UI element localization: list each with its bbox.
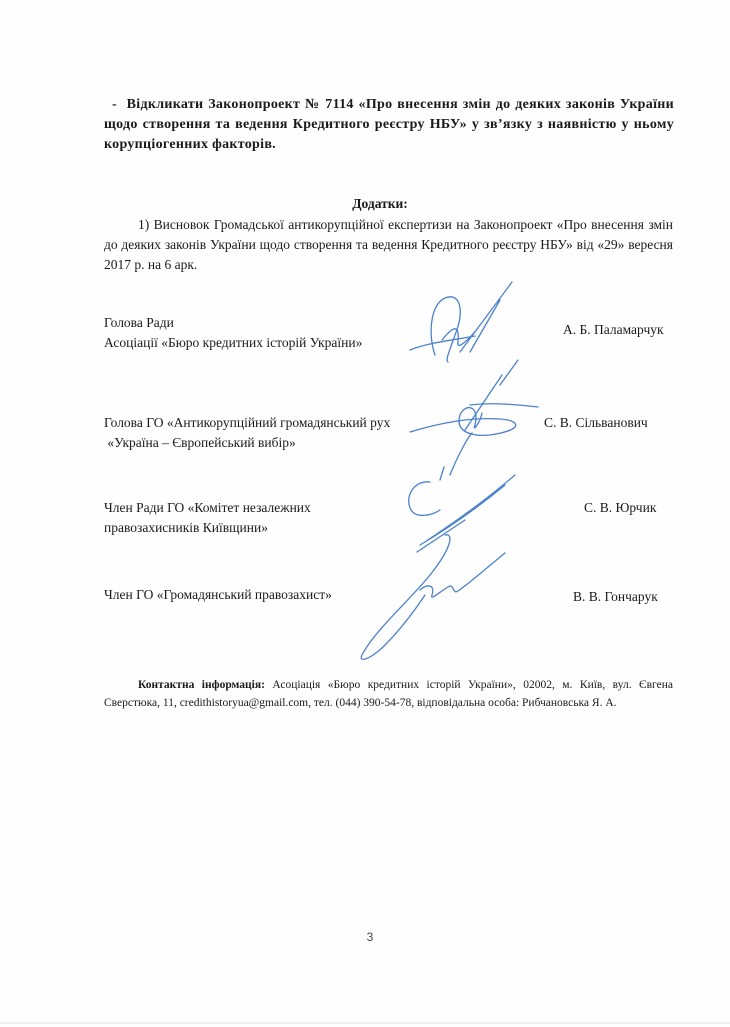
signatory-role [104,413,390,453]
annex-item [104,215,673,275]
role-line: Голова ГО «Антикорупційний громадянський рух [104,415,391,430]
scan-edge-divider [0,1022,730,1024]
page-number: 3 [366,930,374,944]
role-line: Член Ради ГО «Комітет незалежних [104,500,311,515]
contact-info [104,676,673,712]
role-line: Голова Ради [104,315,174,330]
signatory-name: С. В. Сільванович [544,415,648,430]
recommendation-paragraph [104,95,674,155]
role-line: Член ГО «Громадянський правозахист» [104,587,332,602]
signatory-role [104,313,362,353]
bullet-dash: - [112,97,117,112]
annex-item-text: 1) Висновок Громадської антикорупційної експертизи на Законопроект «Про внесення змін до деяких законів України щодо створення та ведення Кредитного реєстру НБУ» від «29» вересня 2017 р. на 6 арк. [104,217,673,272]
role-line: «Україна – Європейський вибір» [104,435,296,450]
contact-text: Асоціація «Бюро кредитних історій України», 02002, м. Київ, вул. Євгена Сверстюка, 11, credithistoryua@gmail.com, тел. (044) 390-54-78, відповідальна особа: Рибчановська Я. А. [104,679,673,709]
signature-silvanovych-icon [410,375,540,485]
signature-honcharuk-icon [340,535,510,665]
signatory-role [104,585,332,605]
signatory-name: В. В. Гончарук [573,589,658,604]
recommendation-text: Відкликати Законопроект № 7114 «Про внесення змін до деяких законів України щодо створення та ведення Кредитного реєстру НБУ» у зв’язку з наявністю у ньому корупціогенних факторів. [104,97,674,152]
signatory-name: С. В. Юрчик [584,500,657,515]
contact-label: Контактна інформація: [138,679,265,691]
signatory-role [104,498,311,538]
role-line: Асоціації «Бюро кредитних історій України» [104,335,363,350]
annexes-title: Додатки: [352,196,408,211]
role-line: правозахисників Київщини» [104,520,268,535]
signature-paramarchuk-icon [400,280,530,380]
signatory-name: А. Б. Паламарчук [563,322,664,337]
